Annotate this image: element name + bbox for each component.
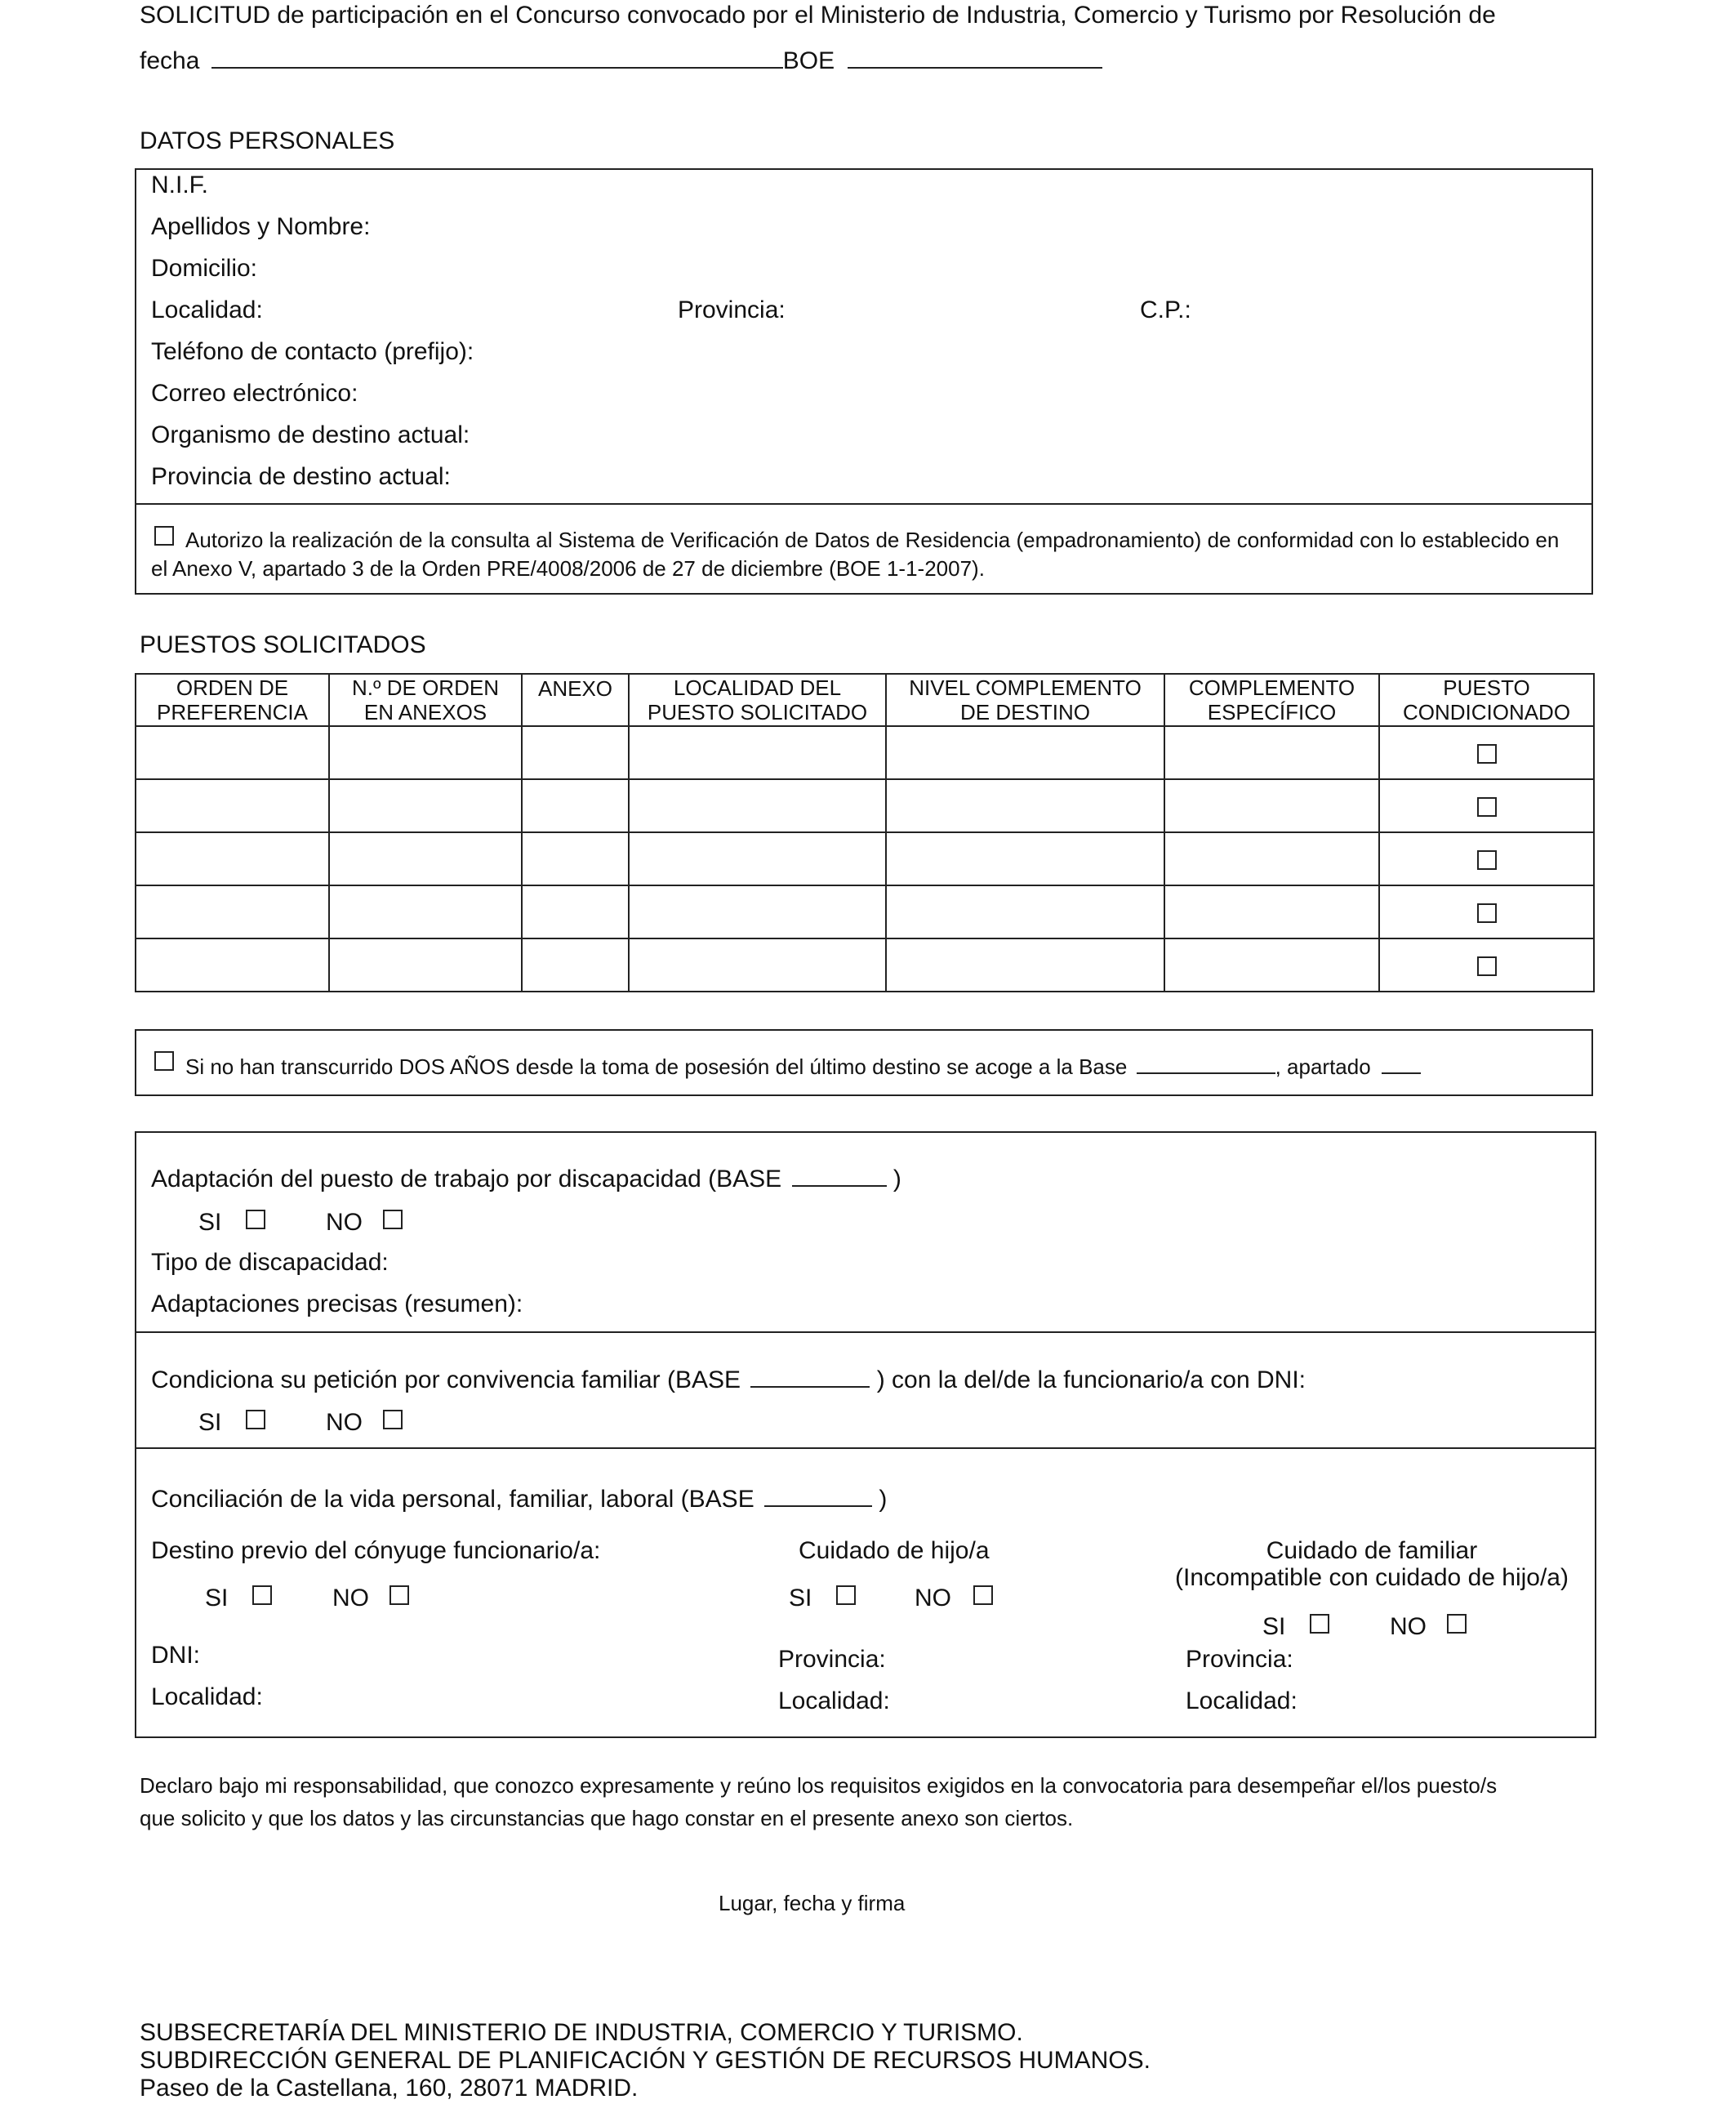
table-cell[interactable]: [522, 726, 629, 779]
destino-si-label: SI: [205, 1585, 229, 1611]
table-cell[interactable]: [1164, 779, 1379, 832]
domicilio-label: Domicilio:: [151, 255, 258, 282]
table-cell[interactable]: [886, 832, 1164, 885]
familiar-provincia-label: Provincia:: [1186, 1646, 1293, 1673]
divider: [135, 1331, 1596, 1333]
table-cell[interactable]: [1164, 726, 1379, 779]
table-cell[interactable]: [329, 779, 522, 832]
destino-previo-label: Destino previo del cónyuge funcionario/a:: [151, 1537, 601, 1564]
destino-no-label: NO: [332, 1585, 369, 1611]
table-cell[interactable]: [886, 779, 1164, 832]
adaptacion-base-field[interactable]: [792, 1161, 887, 1187]
autorizo-text-line2: el Anexo V, apartado 3 de la Orden PRE/4008/2006 de 27 de diciembre (BOE 1-1-2007).: [151, 556, 985, 581]
familiar-no-checkbox[interactable]: [1447, 1614, 1467, 1634]
table-cell: [1379, 832, 1594, 885]
tipo-discapacidad-label: Tipo de discapacidad:: [151, 1249, 389, 1276]
dni-label: DNI:: [151, 1642, 200, 1669]
convivencia-si-checkbox[interactable]: [246, 1410, 265, 1429]
table-cell: [1379, 726, 1594, 779]
hijo-provincia-label: Provincia:: [778, 1646, 886, 1673]
table-cell[interactable]: [329, 885, 522, 938]
divider: [135, 1447, 1596, 1449]
table-cell[interactable]: [136, 885, 329, 938]
condicionado-checkbox[interactable]: [1477, 956, 1497, 976]
autorizo-checkbox[interactable]: [154, 526, 174, 546]
adaptacion-no-label: NO: [326, 1209, 363, 1236]
apellidos-label: Apellidos y Nombre:: [151, 213, 371, 240]
familiar-localidad-label: Localidad:: [1186, 1687, 1298, 1714]
datos-personales-title: DATOS PERSONALES: [140, 127, 395, 154]
fecha-field[interactable]: [211, 42, 783, 69]
column-header: LOCALIDAD DEL PUESTO SOLICITADO: [629, 674, 886, 726]
provincia-label: Provincia:: [678, 296, 786, 323]
condicionado-checkbox[interactable]: [1477, 744, 1497, 764]
convivencia-si-label: SI: [198, 1409, 222, 1436]
boe-field[interactable]: [848, 42, 1102, 69]
convivencia-row: [151, 1362, 1306, 1394]
adaptacion-si-checkbox[interactable]: [246, 1210, 265, 1229]
adaptacion-si-label: SI: [198, 1209, 222, 1236]
table-row: [136, 832, 1594, 885]
table-cell: [1379, 779, 1594, 832]
table-cell[interactable]: [522, 832, 629, 885]
conciliacion-title: Conciliación de la vida personal, familiar, laboral (BASE: [151, 1486, 754, 1513]
column-header: N.º DE ORDEN EN ANEXOS: [329, 674, 522, 726]
fecha-label: fecha: [140, 47, 200, 74]
column-header: COMPLEMENTO ESPECÍFICO: [1164, 674, 1379, 726]
hijo-no-checkbox[interactable]: [973, 1585, 993, 1605]
header-line: SOLICITUD de participación en el Concurso convocado por el Ministerio de Industria, Comercio y Turismo por Resolución de: [140, 2, 1496, 29]
convivencia-no-checkbox[interactable]: [383, 1410, 403, 1429]
table-cell[interactable]: [136, 779, 329, 832]
dos-anos-checkbox[interactable]: [154, 1051, 174, 1071]
table-cell[interactable]: [629, 938, 886, 992]
destino-localidad-label: Localidad:: [151, 1683, 263, 1710]
destino-si-checkbox[interactable]: [252, 1585, 272, 1605]
fecha-row: [140, 42, 1102, 75]
table-cell: [1379, 885, 1594, 938]
table-cell[interactable]: [886, 885, 1164, 938]
table-cell[interactable]: [1164, 938, 1379, 992]
table-cell[interactable]: [329, 726, 522, 779]
localidad-label: Localidad:: [151, 296, 263, 323]
table-cell[interactable]: [629, 885, 886, 938]
conciliacion-base-field[interactable]: [764, 1481, 872, 1507]
table-cell[interactable]: [886, 726, 1164, 779]
table-cell[interactable]: [329, 832, 522, 885]
hijo-localidad-label: Localidad:: [778, 1687, 890, 1714]
condicionado-checkbox[interactable]: [1477, 850, 1497, 870]
boe-label: BOE: [782, 47, 835, 74]
footer-line1: SUBSECRETARÍA DEL MINISTERIO DE INDUSTRIA, COMERCIO Y TURISMO.: [140, 2019, 1023, 2046]
table-cell[interactable]: [629, 726, 886, 779]
table-row: [136, 726, 1594, 779]
table-cell: [1379, 938, 1594, 992]
column-header: NIVEL COMPLEMENTO DE DESTINO: [886, 674, 1164, 726]
cuidado-familiar-label: Cuidado de familiar: [1266, 1537, 1478, 1564]
adaptacion-close: ): [892, 1166, 901, 1192]
column-header: ORDEN DE PREFERENCIA: [136, 674, 329, 726]
table-cell[interactable]: [136, 938, 329, 992]
correo-label: Correo electrónico:: [151, 380, 358, 407]
provincia-destino-label: Provincia de destino actual:: [151, 463, 451, 490]
apartado-field[interactable]: [1382, 1051, 1421, 1074]
base-field[interactable]: [1137, 1051, 1275, 1074]
familiar-no-label: NO: [1390, 1613, 1427, 1640]
table-cell[interactable]: [136, 832, 329, 885]
convivencia-no-label: NO: [326, 1409, 363, 1436]
hijo-si-checkbox[interactable]: [836, 1585, 856, 1605]
puestos-title: PUESTOS SOLICITADOS: [140, 631, 426, 658]
adaptaciones-label: Adaptaciones precisas (resumen):: [151, 1291, 523, 1317]
telefono-label: Teléfono de contacto (prefijo):: [151, 338, 474, 365]
apartado-text: , apartado: [1275, 1054, 1371, 1079]
table-cell[interactable]: [522, 779, 629, 832]
footer-line2: SUBDIRECCIÓN GENERAL DE PLANIFICACIÓN Y GESTIÓN DE RECURSOS HUMANOS.: [140, 2047, 1151, 2074]
firma-label: Lugar, fecha y firma: [719, 1891, 906, 1915]
declaracion-line1: Declaro bajo mi responsabilidad, que conozco expresamente y reúno los requisitos exigidos en la convocatoria para desempeñar el/los puesto/s: [140, 1773, 1498, 1798]
condicionado-checkbox[interactable]: [1477, 797, 1497, 817]
table-cell[interactable]: [629, 832, 886, 885]
nif-label: N.I.F.: [151, 172, 209, 198]
adaptacion-no-checkbox[interactable]: [383, 1210, 403, 1229]
adaptacion-title: Adaptación del puesto de trabajo por discapacidad (BASE: [151, 1166, 782, 1192]
table-cell[interactable]: [329, 938, 522, 992]
footer-line3: Paseo de la Castellana, 160, 28071 MADRID.: [140, 2075, 639, 2102]
dos-anos-text: Si no han transcurrido DOS AÑOS desde la toma de posesión del último destino se acoge a la Base: [185, 1054, 1128, 1079]
organismo-label: Organismo de destino actual:: [151, 421, 470, 448]
familiar-si-checkbox[interactable]: [1310, 1614, 1329, 1634]
convivencia-text-b: ) con la del/de la funcionario/a con DNI:: [876, 1366, 1306, 1393]
table-row: [136, 779, 1594, 832]
condicionado-checkbox[interactable]: [1477, 903, 1497, 923]
declaracion-line2: que solicito y que los datos y las circunstancias que hago constar en el presente anexo son ciertos.: [140, 1806, 1074, 1830]
destino-no-checkbox[interactable]: [389, 1585, 409, 1605]
conciliacion-close: ): [879, 1486, 888, 1513]
table-cell[interactable]: [136, 726, 329, 779]
table-cell[interactable]: [629, 779, 886, 832]
table-cell[interactable]: [522, 938, 629, 992]
column-header: ANEXO: [522, 674, 629, 726]
divider: [135, 503, 1593, 505]
table-header-row: [136, 674, 1594, 726]
table-row: [136, 938, 1594, 992]
adaptacion-title-row: [151, 1161, 901, 1193]
autorizo-text-line1: Autorizo la realización de la consulta al Sistema de Verificación de Datos de Residencia (empadronamiento) de conformidad con lo establecido en: [185, 528, 1560, 552]
convivencia-text: Condiciona su petición por convivencia familiar (BASE: [151, 1366, 741, 1393]
conciliacion-title-row: [151, 1481, 887, 1513]
cp-label: C.P.:: [1140, 296, 1191, 323]
table-cell[interactable]: [1164, 885, 1379, 938]
table-row: [136, 885, 1594, 938]
dos-anos-row: [185, 1051, 1421, 1080]
familiar-si-label: SI: [1262, 1613, 1286, 1640]
incompatible-label: (Incompatible con cuidado de hijo/a): [1175, 1564, 1569, 1591]
hijo-si-label: SI: [789, 1585, 812, 1611]
hijo-no-label: NO: [915, 1585, 951, 1611]
table-cell[interactable]: [1164, 832, 1379, 885]
table-cell[interactable]: [522, 885, 629, 938]
table-cell[interactable]: [886, 938, 1164, 992]
cuidado-hijo-label: Cuidado de hijo/a: [799, 1537, 990, 1564]
column-header: PUESTO CONDICIONADO: [1379, 674, 1594, 726]
puestos-table: [135, 673, 1595, 992]
convivencia-base-field[interactable]: [750, 1362, 870, 1388]
